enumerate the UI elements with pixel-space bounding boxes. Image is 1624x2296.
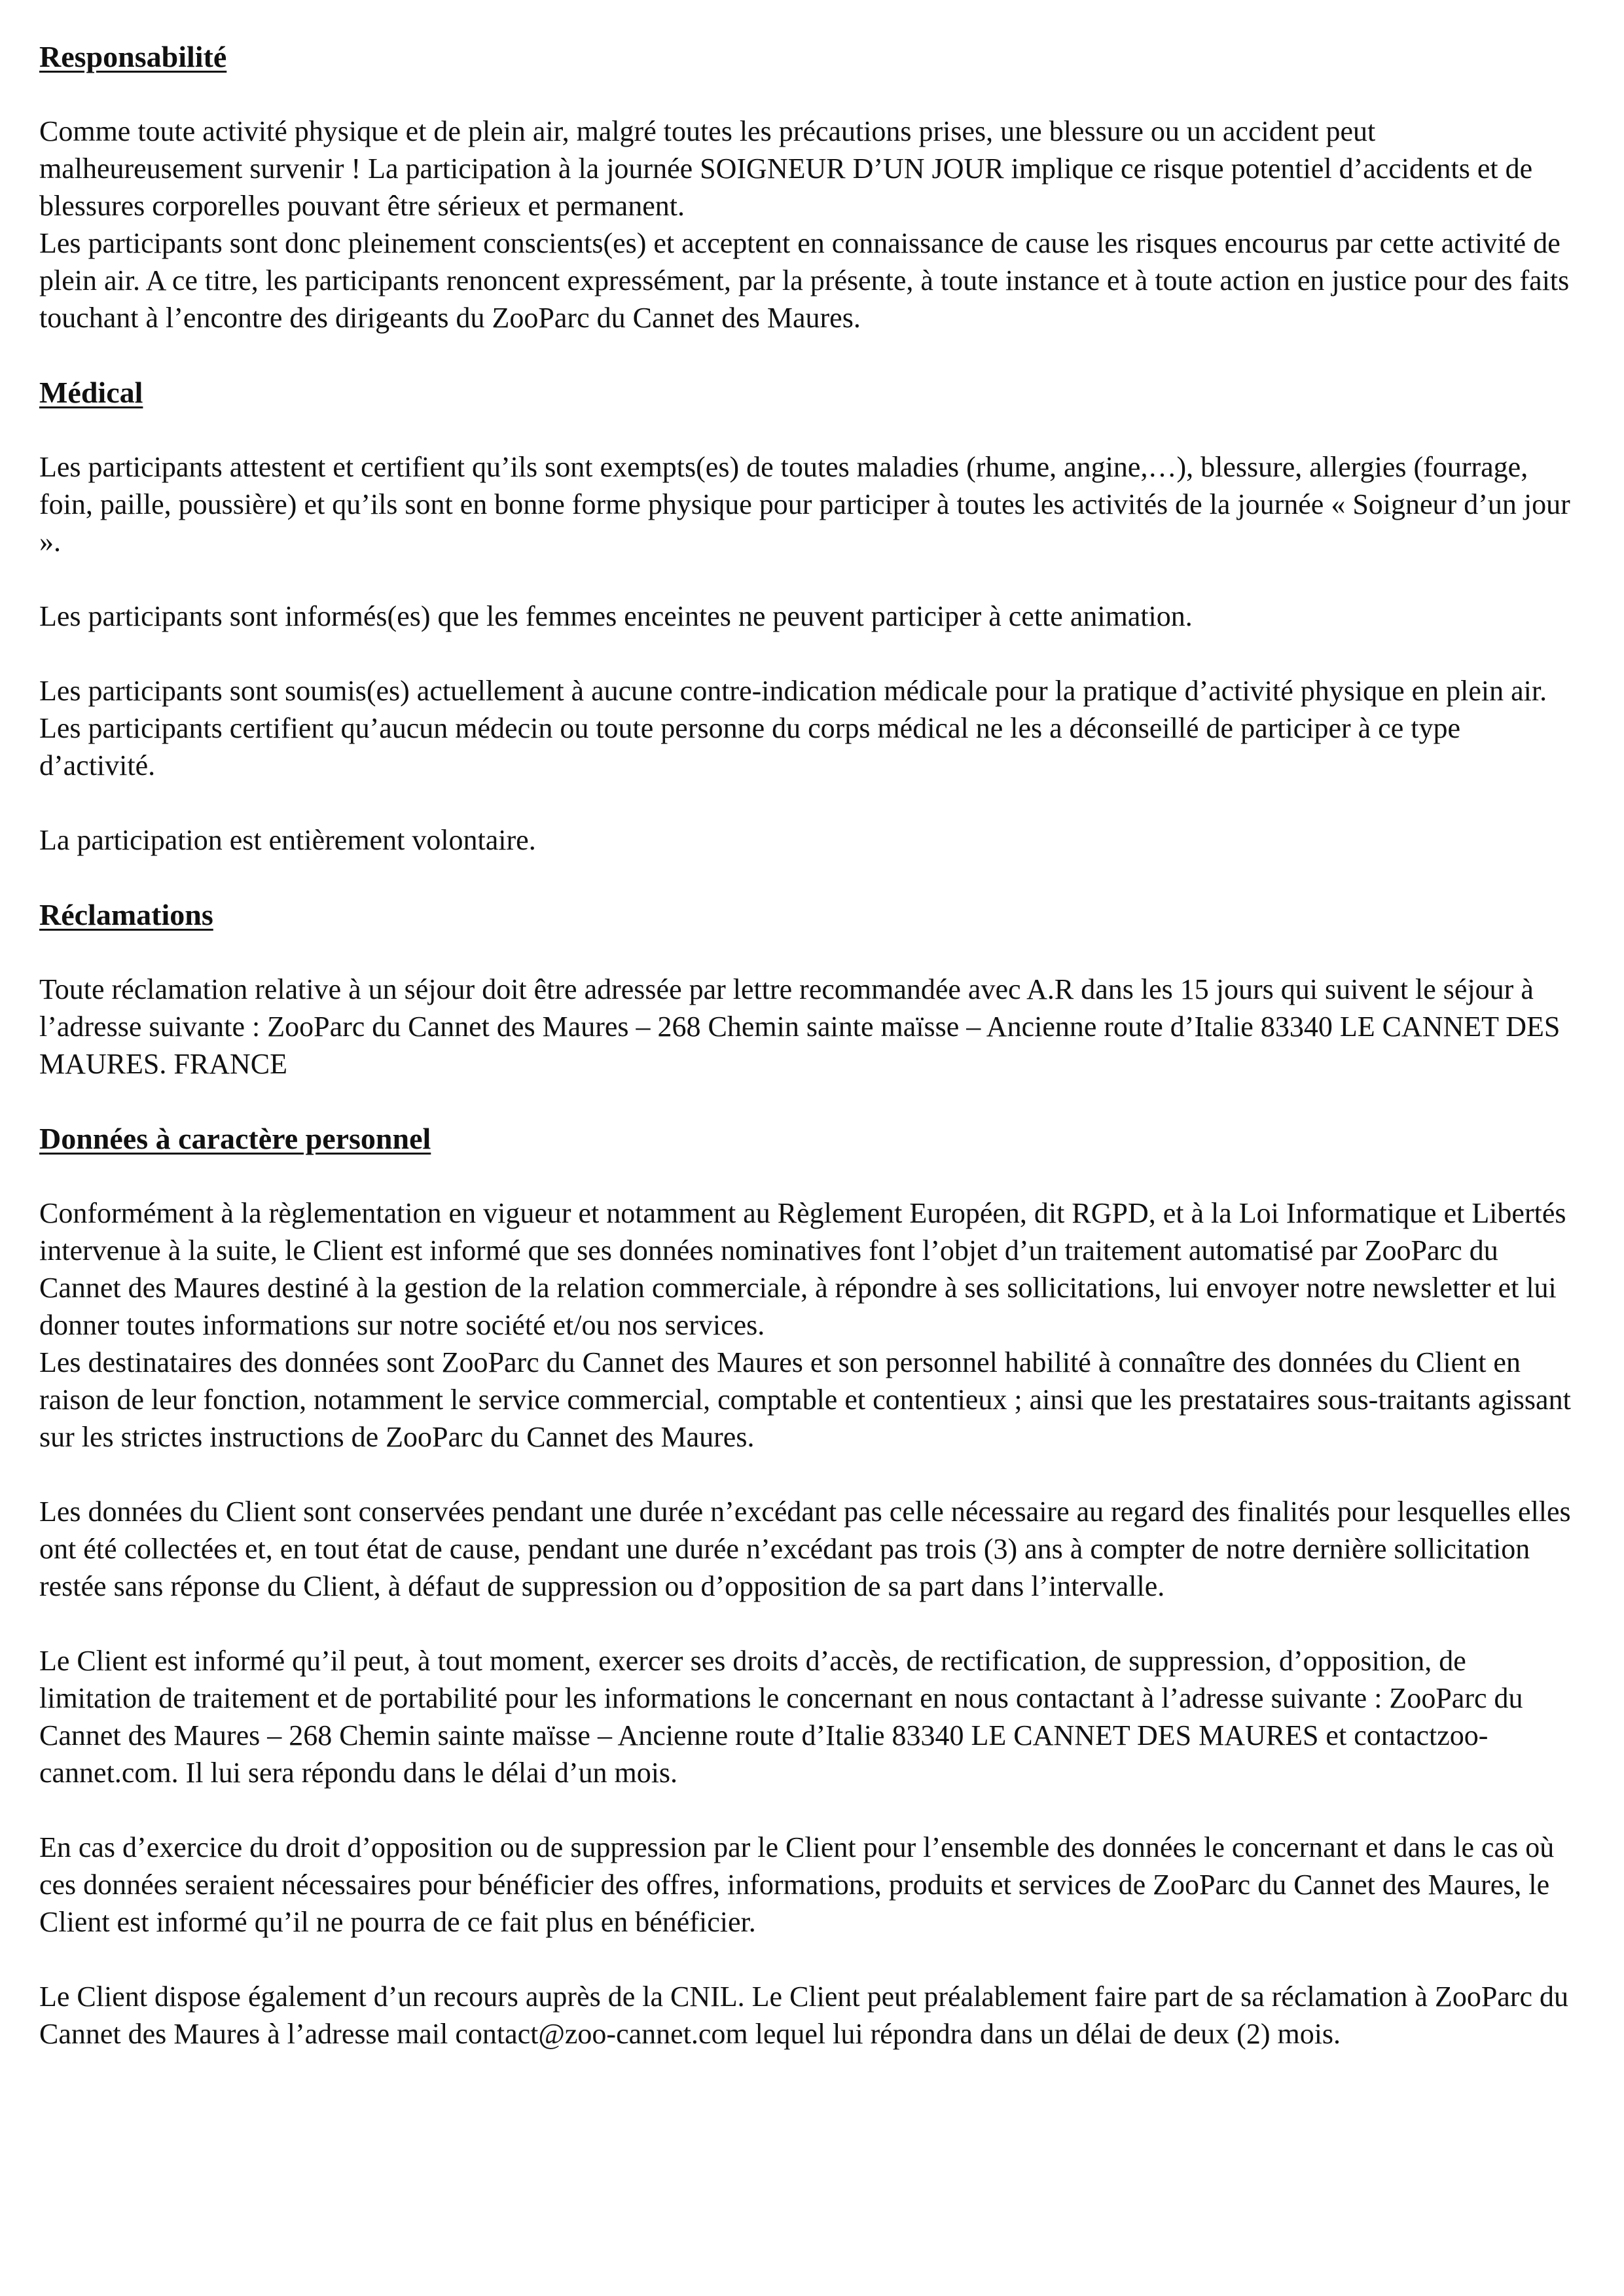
paragraph: Les participants sont soumis(es) actuellement à aucune contre-indication médicale pour la pratique d’activité physique en plein air. Les participants certifient qu’aucun médecin ou toute personne du corps médical ne les a déconseillé de participer à ce type d’activité. (39, 675, 1547, 781)
paragraph: Toute réclamation relative à un séjour doit être adressée par lettre recommandée avec A.R dans les 15 jours qui suivent le séjour à l’adresse suivante : ZooParc du Cannet des Maures – 268 Chemin sainte maïsse – Ancienne route d’Italie 83340 LE CANNET DES MAURES. FRANCE (39, 973, 1561, 1080)
paragraph: Les données du Client sont conservées pendant une durée n’excédant pas celle nécessaire au regard des finalités pour lesquelles elles ont été collectées et, en tout état de cause, pendant une durée n’excédant pas trois (3) ans à compter de notre dernière sollicitation restée sans réponse du Client, à défaut de suppression ou d’opposition de sa part dans l’intervalle. (39, 1496, 1571, 1602)
paragraph: Les participants attestent et certifient qu’ils sont exempts(es) de toutes maladies (rhume, angine,…), blessure, allergies (fourrage, foin, paille, poussière) et qu’ils sont en bonne forme physique pour participer à toutes les activités de la journée « Soigneur d’un jour ». (39, 451, 1570, 558)
section-medical (39, 374, 1571, 859)
paragraph: Les participants sont donc pleinement conscients(es) et acceptent en connaissance de cause les risques encourus par cette activité de plein air. A ce titre, les participants renoncent expressément, par la présente, à toute instance et à toute action en justice pour des faits touchant à l’encontre des dirigeants du ZooParc du Cannet des Maures. (39, 227, 1570, 334)
section-heading-reclamations: Réclamations (39, 898, 213, 931)
section-reclamations (39, 896, 1571, 1083)
document-body (39, 38, 1571, 2090)
paragraph: Le Client dispose également d’un recours auprès de la CNIL. Le Client peut préalablement faire part de sa réclamation à ZooParc du Cannet des Maures à l’adresse mail contact@zoo-cannet.com lequel lui répondra dans un délai de deux (2) mois. (39, 1981, 1568, 2050)
section-responsabilite (39, 38, 1571, 336)
paragraph: Conformément à la règlementation en vigueur et notamment au Règlement Européen, dit RGPD, et à la Loi Informatique et Libertés intervenue à la suite, le Client est informé que ses données nominatives font l’objet d’un traitement automatisé par ZooParc du Cannet des Maures destiné à la gestion de la relation commerciale, à répondre à ses sollicitations, lui envoyer notre newsletter et lui donner toutes informations sur notre société et/ou nos services. (39, 1197, 1566, 1341)
section-donnees-personnelles (39, 1120, 1571, 2053)
section-heading-medical: Médical (39, 376, 143, 409)
paragraph: Les destinataires des données sont ZooParc du Cannet des Maures et son personnel habilité à connaître des données du Client en raison de leur fonction, notamment le service commercial, comptable et contentieux ; ainsi que les prestataires sous-traitants agissant sur les strictes instructions de ZooParc du Cannet des Maures. (39, 1346, 1571, 1453)
paragraph: Les participants sont informés(es) que les femmes enceintes ne peuvent participer à cette animation. (39, 600, 1193, 632)
paragraph: En cas d’exercice du droit d’opposition ou de suppression par le Client pour l’ensemble des données le concernant et dans le cas où ces données seraient nécessaires pour bénéficier des offres, informations, produits et services de ZooParc du Cannet des Maures, le Client est informé qu’il ne pourra de ce fait plus en bénéficier. (39, 1831, 1555, 1938)
section-heading-donnees: Données à caractère personnel (39, 1122, 431, 1155)
paragraph: La participation est entièrement volontaire. (39, 824, 536, 856)
section-heading-responsabilite: Responsabilité (39, 40, 227, 73)
paragraph: Comme toute activité physique et de plein air, malgré toutes les précautions prises, une blessure ou un accident peut malheureusement survenir ! La participation à la journée SOIGNEUR D’UN JOUR implique ce risque potentiel d’accidents et de blessures corporelles pouvant être sérieux et permanent. (39, 115, 1533, 222)
paragraph: Le Client est informé qu’il peut, à tout moment, exercer ses droits d’accès, de rectification, de suppression, d’opposition, de limitation de traitement et de portabilité pour les informations le concernant en nous contactant à l’adresse suivante : ZooParc du Cannet des Maures – 268 Chemin sainte maïsse – Ancienne route d’Italie 83340 LE CANNET DES MAURES et contactzoo-cannet.com. Il lui sera répondu dans le délai d’un mois. (39, 1645, 1523, 1789)
